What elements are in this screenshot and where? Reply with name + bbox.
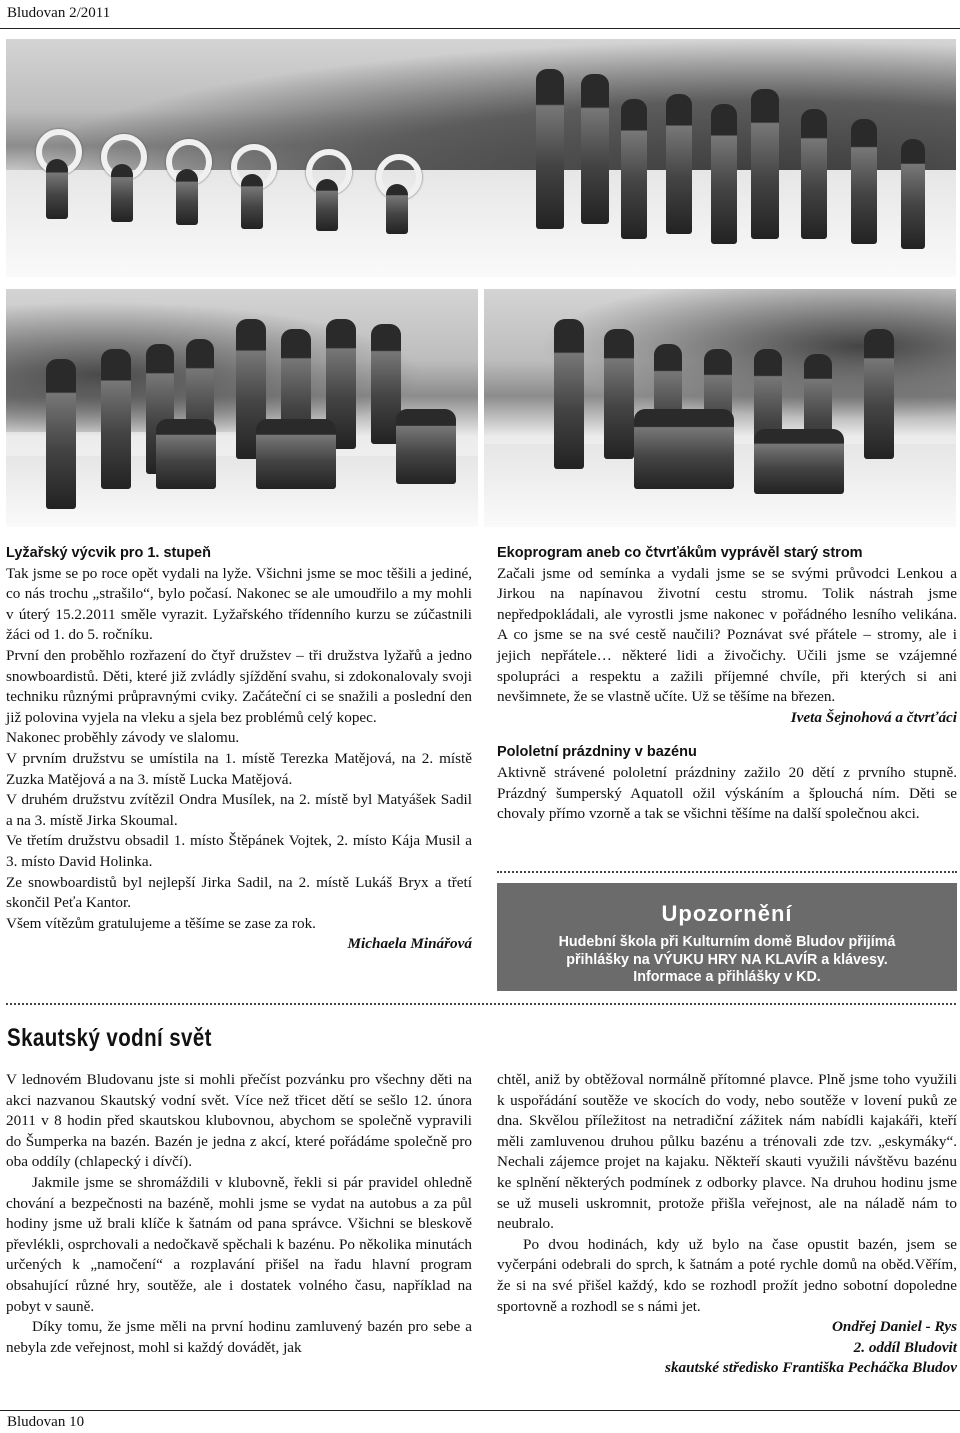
pool-article-heading: Pololetní prázdniny v bazénu xyxy=(497,744,697,761)
footer-rule xyxy=(0,1410,960,1411)
scout-paragraph: chtěl, aniž by obtěžoval normálně přítomné plavce. Plně jsme toho využili k uspořádání soutěže ve skocích do vody, nebo soutěže v lovení puků ze dna. Skvělou příležitost na netradiční zážitek nám nabídli kajakáři, kteří měli zamluvenou druhou půlku bazénu a trénovali zde tzv. „eskymáky“. Nechali zájemce projet na kajaku. Někteří skauti využili návštěvu bazénu ke splnění některých podmínek z odborky plavce. Na druhou hodinu jsme se už museli uskromnit, protože přišla veřejnost, ale na náladě nám to neubralo. xyxy=(497,1071,957,1233)
eko-article xyxy=(497,543,957,825)
notice-line: přihlášky na VÝUKU HRY NA KLAVÍR a klávesy. xyxy=(566,951,888,968)
notice-title: Upozornění xyxy=(661,901,793,926)
notice-box xyxy=(497,883,957,991)
dotted-divider xyxy=(497,871,957,873)
scout-paragraph: Po dvou hodinách, kdy už bylo na čase opustit bazén, jsem se vyčerpáni odebrali do sprch, k šatnám a poté rychle domů na oběd.Věřím, že si na své přišel každý, kdo se rozhodl prožít jedno sobotní dopoledne sportovně a rozhodl se s námi jet. xyxy=(497,1235,957,1315)
ski-article xyxy=(6,543,472,955)
ski-paragraph: Všem vítězům gratulujeme a těšíme se zase za rok. xyxy=(6,914,316,932)
page-header-title: Bludovan 2/2011 xyxy=(7,5,111,21)
ski-paragraph: Ve třetím družstvu obsadil 1. místo Štěpánek Vojtek, 2. místo Kája Musil a 3. místo David Holinka. xyxy=(6,832,472,870)
scout-paragraph: V lednovém Bludovanu jste si mohli přečíst pozvánku pro všechny děti na akci nazvanou Skautský vodní svět. Více než třicet dětí se sešlo 12. února 2011 v 8 hodin před skautskou klubovnou, abychom se společně vypravili do Šumperka na bazén. Bazén je jedna z akcí, které pořádáme společně pro oba oddíly (chlapecký i dívčí). xyxy=(6,1071,472,1171)
ski-article-signature: Michaela Minářová xyxy=(347,935,472,953)
scout-article-title: Skautský vodní svět xyxy=(7,1024,212,1052)
ski-group-photo-right xyxy=(484,289,956,527)
page-footer-title: Bludovan 10 xyxy=(7,1414,85,1430)
scout-article-right-column xyxy=(497,1070,957,1379)
ski-paragraph: Nakonec proběhly závody ve slalomu. xyxy=(6,729,240,747)
eko-article-signature: Iveta Šejnohová a čtvrťáci xyxy=(790,708,957,726)
ski-paragraph: V prvním družstvu se umístila na 1. místě Terezka Matějová, na 2. místě Zuzka Matějová a na 3. místě Lucka Matějová. xyxy=(6,749,472,788)
ski-paragraph: V druhém družstvu zvítězil Ondra Musílek, na 2. místě byl Matyášek Sadil a na 3. místě Jirka Skoumal. xyxy=(6,791,472,829)
scout-signature-line: skautské středisko Františka Pecháčka Bludov xyxy=(665,1359,957,1377)
ski-group-photo-left xyxy=(6,289,478,527)
header-rule xyxy=(0,28,960,29)
notice-line: Informace a přihlášky v KD. xyxy=(633,969,821,985)
notice-line: Hudební škola při Kulturním domě Bludov přijímá xyxy=(558,934,896,950)
scout-paragraph: Jakmile jsme se shromáždili v klubovně, řekli si pár pravidel ohledně chování a bezpečnosti na bazéně, mohli jsme se vydat na autobus a za půl hodiny jsme už brali klíče k šatnám od pana správce. Všichni se bleskově převlékli, osprchovali a nedočkavě spěchali k bazénu. Po několika minutách určených k „namočení“ a rozplavání přišel na řadu hlavní program obsahující různé hry, soutěže, ale i dostatek volného času, například na pobyt v sauně. xyxy=(6,1173,472,1315)
scout-signature-line: Ondřej Daniel - Rys xyxy=(831,1318,957,1336)
eko-article-heading: Ekoprogram aneb co čtvrťákům vyprávěl starý strom xyxy=(497,545,863,561)
scout-article-left-column xyxy=(6,1070,472,1358)
pool-paragraph: Aktivně strávené pololetní prázdniny zažilo 20 dětí z prvního stupně. Prázdný šumperský Aquatoll ožil výskáním a šplouchá ním. Děti se chovaly přímo vzorně a tak se všichni těšíme na další společnou akci. xyxy=(497,763,957,823)
ski-paragraph: Ze snowboardistů byl nejlepší Jirka Sadil, na 2. místě Lukáš Bryx a třetí skončil Peťa Kantor. xyxy=(6,873,472,912)
dotted-divider xyxy=(6,1003,956,1005)
scout-paragraph: Díky tomu, že jsme měli na první hodinu zamluvený bazén pro sebe a nebyla zde veřejnost, mohl si každý dovádět, jak xyxy=(6,1318,472,1356)
scout-signature-line: 2. oddíl Bludovit xyxy=(853,1338,957,1356)
ski-paragraph: První den proběhlo rozřazení do čtyř družstev – tři družstva lyžařů a jedno snowboardistů. Děti, které již zvládly sjíždění svahu, si zdokonalovaly svoji techniku různými průpravnými cviky. Začáteční ci se snažili a poslední den již polovina vyjela na vleku a sjela bez problémů celý kopec. xyxy=(6,646,472,726)
ski-paragraph: Tak jsme se po roce opět vydali na lyže. Všichni jsme se moc těšili a jediné, co nás trochu „strašilo“, bylo počasí. Nakonec se ale umoudřilo a my mohli v úterý 15.2.2011 směle vyrazit. Lyžařského třídenního kurzu se zúčastnili žáci od 1. do 5. ročníku. xyxy=(6,564,472,644)
ski-group-photo-top xyxy=(6,39,956,277)
eko-paragraph: Začali jsme od semínka a vydali jsme se se svými průvodci Lenkou a Jirkou na napínavou životní cestu stromu. Tolik nástrah jsme nepředpokládali, ale vyrostli jsme nakonec v pořádného lesního velikána. A co jsme se na své cestě naučili? Poznávat své přátele – stromy, ale i jejich nepřátele… některé lidi a živočichy. Učili jsme se vzájemné spolupráci a respektu a zažili příjemné chvíle, při kterých si ani nevšimnete, že se vlastně učíte. Už se těšíme na březen. xyxy=(497,564,957,706)
ski-article-heading: Lyžařský výcvik pro 1. stupeň xyxy=(6,545,211,561)
